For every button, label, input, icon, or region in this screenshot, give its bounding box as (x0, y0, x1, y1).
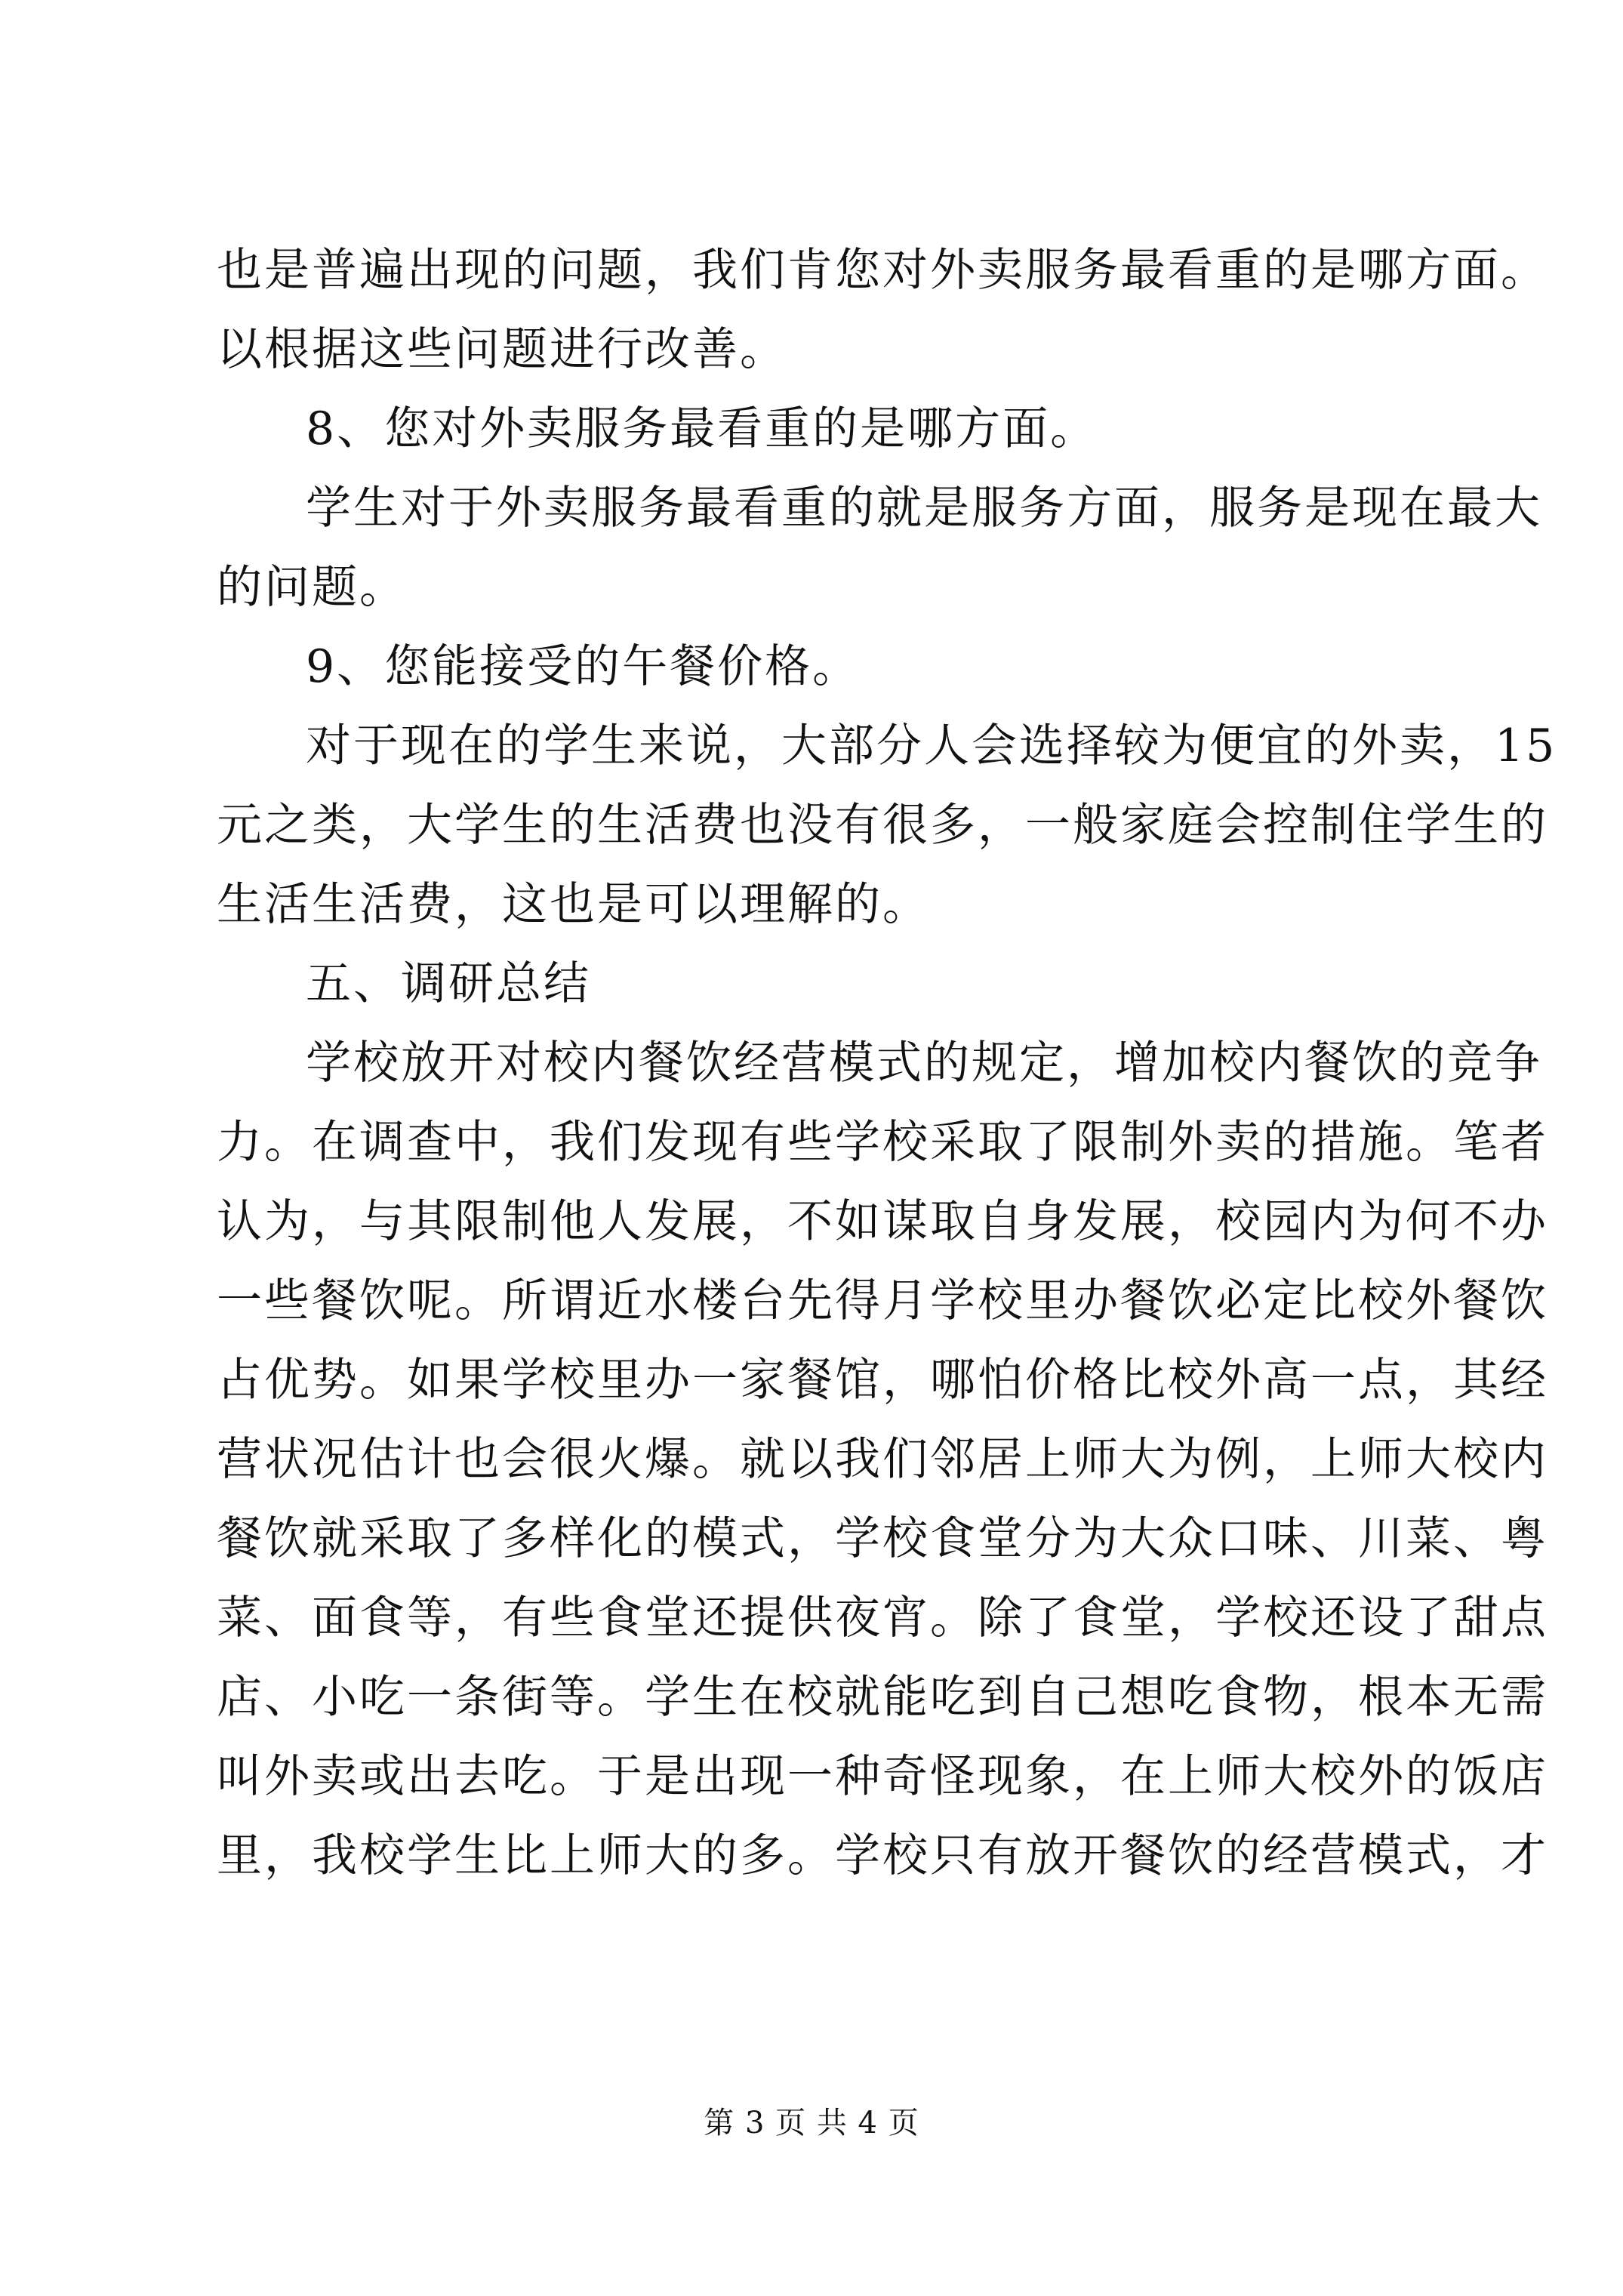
paragraph-line: 学校放开对校内餐饮经营模式的规定，增加校内餐饮的竞争 (306, 1037, 1542, 1089)
paragraph-line: 里，我校学生比上师大的多。学校只有放开餐饮的经营模式，才 (217, 1829, 1548, 1882)
paragraph-line: 对于现在的学生来说，大部分人会选择较为便宜的外卖，15 (306, 720, 1557, 772)
page-footer: 第 3 页 共 4 页 (704, 2106, 919, 2140)
paragraph-line: 叫外卖或出去吃。于是出现一种奇怪现象，在上师大校外的饭店 (217, 1750, 1548, 1803)
section-heading: 五、调研总结 (306, 957, 591, 1010)
paragraph-line: 餐饮就采取了多样化的模式，学校食堂分为大众口味、川菜、粤 (217, 1512, 1548, 1565)
paragraph-line: 认为，与其限制他人发展，不如谋取自身发展，校园内为何不办 (217, 1195, 1548, 1248)
paragraph-line: 元之类，大学生的生活费也没有很多，一般家庭会控制住学生的 (217, 799, 1548, 852)
paragraph-line: 以根据这些问题进行改善。 (217, 323, 787, 376)
paragraph-line: 占优势。如果学校里办一家餐馆，哪怕价格比校外高一点，其经 (217, 1354, 1548, 1407)
paragraph-line: 力。在调查中，我们发现有些学校采取了限制外卖的措施。笔者 (217, 1116, 1548, 1169)
paragraph-line: 的问题。 (217, 561, 407, 614)
paragraph-line: 营状况估计也会很火爆。就以我们邻居上师大为例，上师大校内 (217, 1433, 1548, 1486)
question-heading: 9、您能接受的午餐价格。 (306, 640, 861, 693)
paragraph-line: 菜、面食等，有些食堂还提供夜宵。除了食堂，学校还设了甜点 (217, 1592, 1548, 1644)
paragraph-line: 一些餐饮呢。所谓近水楼台先得月学校里办餐饮必定比校外餐饮 (217, 1274, 1548, 1327)
paragraph-line: 店、小吃一条街等。学生在校就能吃到自己想吃食物，根本无需 (217, 1671, 1548, 1724)
paragraph-line: 也是普遍出现的问题，我们肯您对外卖服务最看重的是哪方面。 (217, 244, 1548, 297)
paragraph-line: 学生对于外卖服务最看重的就是服务方面，服务是现在最大 (306, 482, 1542, 535)
question-heading: 8、您对外卖服务最看重的是哪方面。 (306, 402, 1098, 455)
paragraph-line: 生活生活费，这也是可以理解的。 (217, 878, 930, 931)
